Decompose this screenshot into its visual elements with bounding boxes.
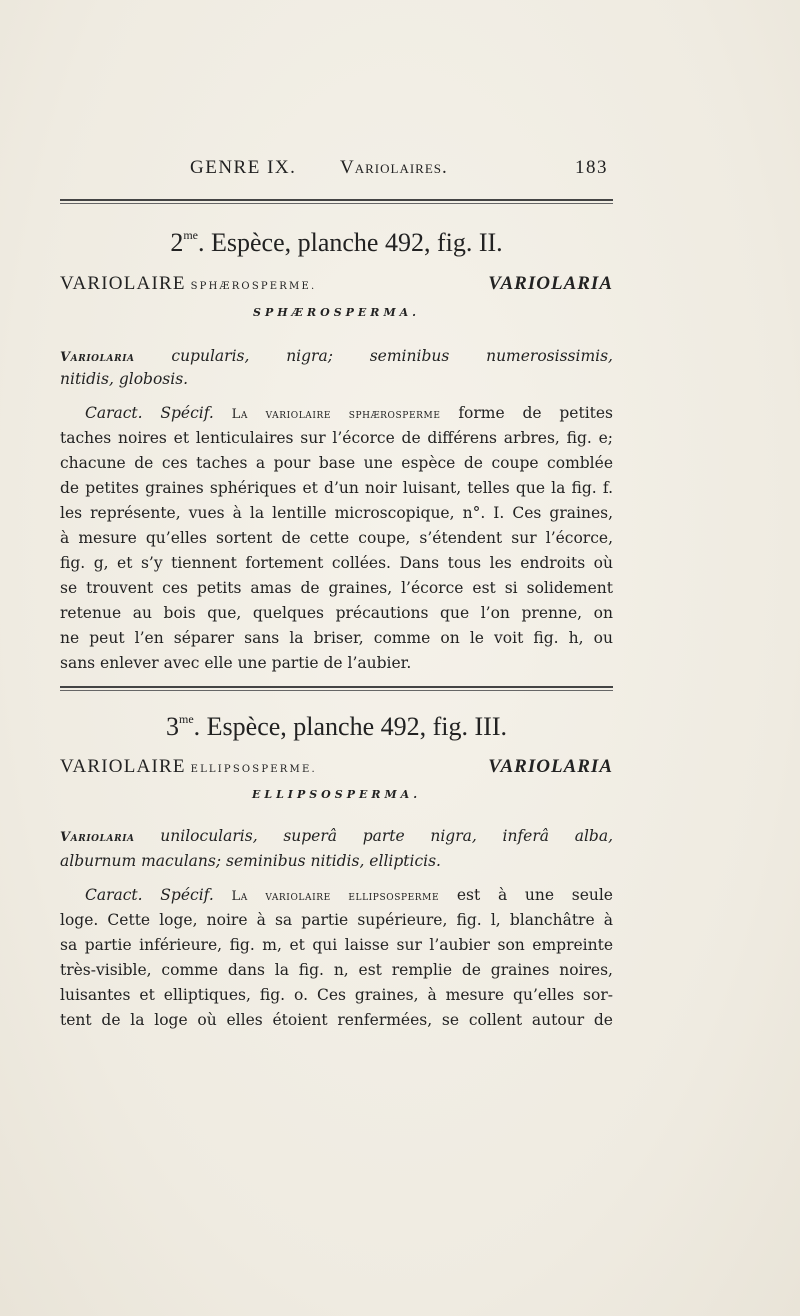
- species-3-names: [60, 755, 613, 783]
- species-3-latin-name: VARIOLARIA: [488, 756, 613, 777]
- species-2-text-line: ne peut l’en séparer sans la briser, comme on le voit fig. h, ou: [60, 629, 613, 647]
- species-2-text-line: fig. g, et s’y tiennent fortement collées. Dans tous les endroits où: [60, 554, 613, 572]
- running-head-genre: GENRE IX.: [190, 157, 297, 178]
- running-head: [190, 157, 608, 183]
- header-rule-thin: [60, 203, 613, 204]
- species-2-text-line: de petites graines sphériques et d’un noir luisant, telles que la fig. f.: [60, 479, 613, 497]
- species-2-text-line: retenue au bois que, quelques précautions que l’on prenne, on: [60, 604, 613, 622]
- species-2-text-line: sans enlever avec elle une partie de l’aubier.: [60, 654, 412, 672]
- species-3-french-epithet: ELLIPSOSPERME.: [190, 764, 317, 775]
- page-number: 183: [575, 157, 608, 178]
- species-2-text-line: chacune de ces taches a pour base une espèce de coupe comblée: [60, 454, 613, 472]
- species-2-text-line: se trouvent ces petits amas de graines, l’écorce est si solidement: [60, 579, 613, 597]
- species-3-heading: $3^{me}$. Espèce, planche 492, fig. III.: [166, 712, 507, 741]
- species-2-text-line: taches noires et lenticulaires sur l’écorce de différens arbres, fig. e;: [60, 429, 613, 447]
- species-3-caract-line-1: Caract. Spécif. La variolaire ellipsosperme est à une seule: [85, 886, 613, 904]
- species-2-names: [60, 272, 613, 300]
- species-3-synonymy-line-2: alburnum maculans; seminibus nitidis, ellipticis.: [60, 852, 441, 870]
- species-3-text-line: sa partie inférieure, fig. m, et qui laisse sur l’aubier son empreinte: [60, 936, 613, 954]
- species-2-french-epithet: SPHÆROSPERME.: [190, 281, 317, 292]
- running-head-section: Variolaires.: [340, 157, 448, 178]
- species-3-text-line: luisantes et elliptiques, fig. o. Ces graines, à mesure qu’elles sor-: [60, 986, 613, 1004]
- species-3-french-name: VARIOLAIRE: [60, 756, 186, 777]
- species-2-synonymy-line-1: Variolaria cupularis, nigra; seminibus numerosissimis,: [60, 347, 613, 365]
- species-3-latin-epithet: ELLIPSOSPERMA.: [251, 788, 422, 801]
- species-2-caract-line-1: Caract. Spécif. La variolaire sphærosperme forme de petites: [85, 404, 614, 422]
- species-3-text-line: très-visible, comme dans la fig. n, est remplie de graines noires,: [60, 961, 613, 979]
- header-rule: [60, 199, 613, 201]
- species-3-synonymy-line-1: Variolaria unilocularis, superâ parte nigra, inferâ alba,: [60, 827, 613, 845]
- species-2-heading: $2^{me}$. Espèce, planche 492, fig. II.: [170, 228, 503, 257]
- species-2-latin-name: VARIOLARIA: [488, 273, 613, 294]
- species-2-text-line: à mesure qu’elles sortent de cette coupe, s’étendent sur l’écorce,: [60, 529, 613, 547]
- species-2-text-line: les représente, vues à la lentille microscopique, n°. I. Ces graines,: [60, 504, 613, 522]
- species-2-latin-epithet: SPHÆROSPERMA.: [253, 306, 420, 319]
- section-rule: [60, 686, 613, 688]
- species-3-text-line: loge. Cette loge, noire à sa partie supérieure, fig. l, blanchâtre à: [60, 911, 613, 929]
- species-2-french-name: VARIOLAIRE: [60, 273, 186, 294]
- species-3-text-line: tent de la loge où elles étoient renfermées, se collent autour de: [60, 1011, 613, 1029]
- species-2-synonymy-line-2: nitidis, globosis.: [60, 370, 189, 388]
- section-rule-thin: [60, 690, 613, 691]
